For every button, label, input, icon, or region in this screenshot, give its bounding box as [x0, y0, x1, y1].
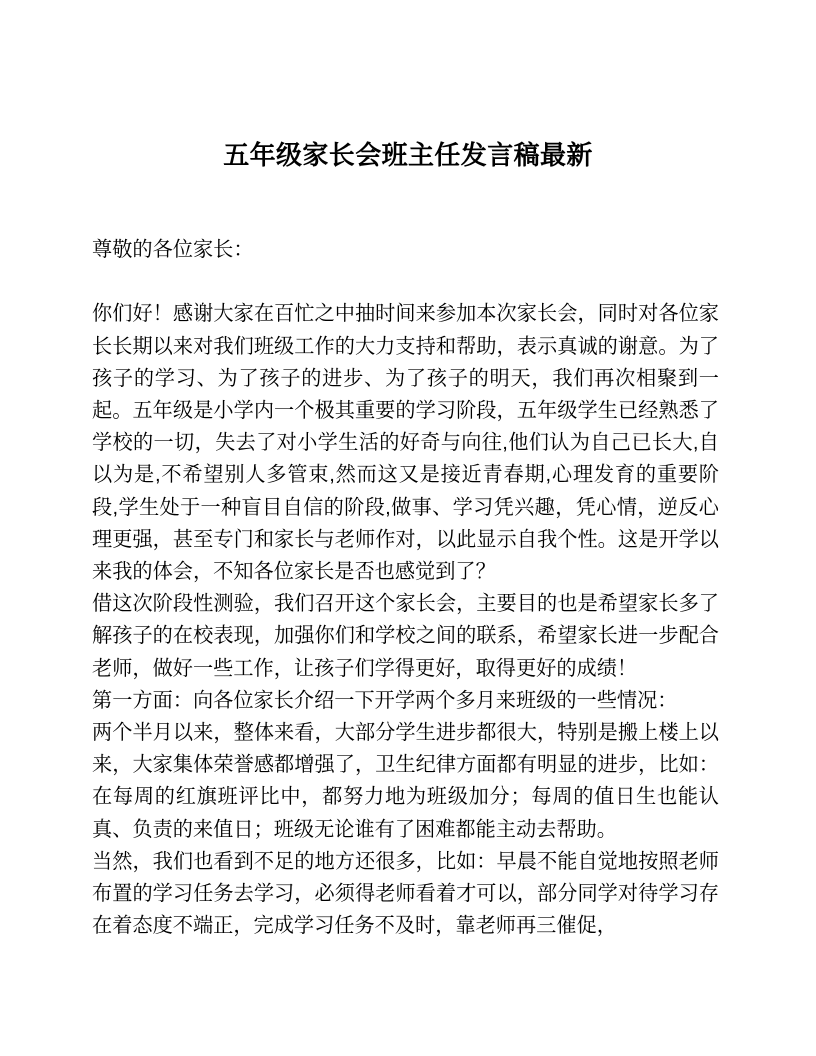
salutation-line: 尊敬的各位家长： [92, 239, 254, 261]
body-paragraph-2: 借这次阶段性测验，我们召开这个家长会，主要目的也是希望家长多了解孩子的在校表现，加强你们和学校之间的联系，希望家长进一步配合老师，做好一些工作，让孩子们学得更好，取得更好的成绩！ [92, 593, 719, 680]
body-paragraph-3: 第一方面：向各位家长介绍一下开学两个多月来班级的一些情况： [92, 689, 678, 712]
body-paragraph-1: 你们好！感谢大家在百忙之中抽时间来参加本次家长会，同时对各位家长长期以来对我们班级工作的大力支持和帮助，表示真诚的谢意。为了孩子的学习、为了孩子的进步、为了孩子的明天，我们再次相聚到一起。五年级是小学内一个极其重要的学习阶段，五年级学生已经熟悉了学校的一切，失去了对小学生活的好奇与向往,他们认为自己已长大,自以为是,不希望别人多管束,然而这又是接近青春期,心理发育的重要阶段,学生处于一种盲目自信的阶段,做事、学习凭兴趣，凭心情，逆反心理更强，甚至专门和家长与老师作对，以此显示自我个性。这是开学以来我的体会，不知各位家长是否也感觉到了？ [92, 303, 719, 584]
page-title: 五年级家长会班主任发言稿最新 [223, 140, 593, 171]
body-paragraph-5: 当然，我们也看到不足的地方还很多，比如：早晨不能自觉地按照老师布置的学习任务去学习，必须得老师看着才可以，部分同学对待学习存在着态度不端正，完成学习任务不及时，靠老师再三催促， [92, 850, 719, 938]
document-body [92, 234, 719, 942]
body-paragraph-4: 两个半月以来，整体来看，大部分学生进步都很大，特别是搬上楼上以来，大家集体荣誉感都增强了，卫生纪律方面都有明显的进步，比如：在每周的红旗班评比中，都努力地为班级加分；每周的值日生也能认真、负责的来值日；班级无论谁有了困难都能主动去帮助。 [92, 722, 719, 841]
